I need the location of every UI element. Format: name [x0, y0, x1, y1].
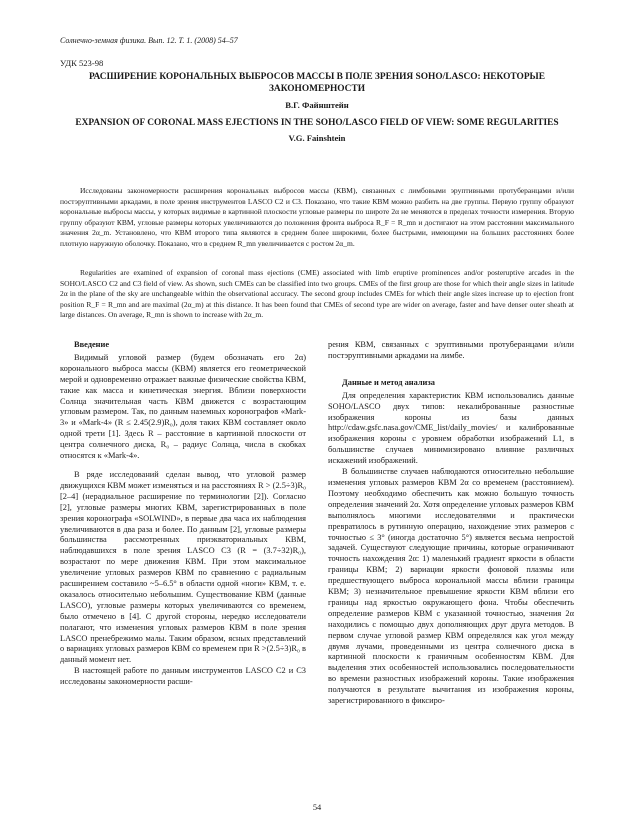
author-english: V.G. Fainshtein: [288, 133, 346, 144]
author-russian: В.Г. Файнштейн: [285, 99, 349, 110]
title-english: EXPANSION OF CORONAL MASS EJECTIONS IN THE SOHO/LASCO FIELD OF VIEW: SOME REGULARITIES: [75, 117, 559, 128]
right-column: [328, 340, 574, 707]
abstract-english: Regularities are examined of expansion of coronal mass ejections (CME) associated with limb eruptive prominences and/or posteruptive arcades in the SOHO/LASCO C2 and C3 field of view. As shown, such CMEs can be classified into two groups. CMEs of the first group are those for which their angle sizes in latitude 2α in the plane of the sky are unchangeable within the observational accuracy. The second group includes CMEs for which their angle sizes increase up to ejection front position R_F = R_mn and are maximal (2α_m) at this distance. It has been found that CMEs of second type are wider on average, faster and have denser outer sheath at large distances. On average, R_mn is shown to increase with 2α_m.: [60, 268, 574, 320]
paper-page: [60, 0, 574, 820]
udc-code: УДК 523-98: [60, 58, 104, 68]
page-number: 54: [312, 803, 322, 812]
title-russian: РАСШИРЕНИЕ КОРОНАЛЬНЫХ ВЫБРОСОВ МАССЫ В ПОЛЕ ЗРЕНИЯ SOHO/LASCO: НЕКОТОРЫЕ ЗАКОНОМЕРНОСТИ: [88, 72, 546, 94]
section-heading-introduction: Введение: [74, 340, 110, 349]
title-block: [60, 72, 574, 143]
abstract-russian: Исследованы закономерности расширения корональных выбросов массы (КВМ), связанных с лимбовыми эруптивными протуберанцами и/или постэруптивными аркадами, в поле зрения инструментов LASCO C2 и C3. Показано, что такие КВМ можно разбить на две группы. Первую группу образуют корональные выбросы массы, у которых видимые в картинной плоскости угловые размеры по широте 2α не меняются в пределах точности измерения. Вторую группу образуют КВМ, угловые размеры которых увеличиваются до положения фронта выброса R_F = R_mn и достигают на этом расстоянии максимального значения 2α_m. Установлено, что КВМ второго типа являются в среднем более широкими, более быстрыми, имеющими на больших расстояниях более плотную наружную оболочку. Показано, что в среднем R_mn увеличивается с ростом 2α_m.: [60, 186, 574, 248]
paragraph: Видимый угловой размер (будем обозначать его 2α) коронального выброса массы (КВМ) является его геометрической мерой и одновременно отражает важные физические свойства КВМ, такие как масса и кинетическая энергия. Вблизи поверхности Солнца значительная часть КВМ движется с возрастающим угловым размером. Так, по данным наземных коронографов «Mark-3» и «Mark-4» (R ≤ 2.45(2.9)R₀), доля таких КВМ составляет около одной трети [1]. Здесь R – расстояние в картинной плоскости от центра солнечного диска, R₀ – радиус Солнца, числа в скобках относятся к «Mark-4».: [60, 352, 306, 461]
paragraph: Для определения характеристик КВМ использовались данные SOHO/LASCO двух типов: некалиброванные разностные изображения короны из базы данных http://cdaw.gsfc.nasa.gov/CME_list/daily_movies/ и калиброванные изображения короны с уровнем обработки изображений L1, в большинстве случаев минимизировано влияние различных искажений изображений.: [328, 390, 574, 466]
left-column: [60, 340, 306, 688]
paragraph: В настоящей работе по данным инструментов LASCO C2 и C3 исследованы закономерности расши-: [60, 666, 306, 687]
journal-header: Солнечно-земная физика. Вып. 12. Т. 1. (2008) 54–57: [60, 36, 238, 45]
section-heading-data-method: Данные и метод анализа: [342, 377, 435, 387]
paragraph-continuation: рения КВМ, связанных с эруптивными протуберанцами и/или постэруптивными аркадами на лимбе.: [328, 340, 574, 360]
paragraph: В большинстве случаев наблюдаются относительно небольшие изменения угловых размеров КВМ 2α со временем (расстоянием). Поэтому необходимо обеспечить как можно большую точность определения значений 2α. Хотя определение угловых размеров КВМ выполнялось многими исследователями и практически превратилось в рутинную операцию, нахождение этих размеров с точностью ≤ 3° (иногда достаточно 5°) является весьма непростой задачей. Существуют следующие причины, которые ограничивают точность нахождения 2α: 1) маленький градиент яркости в области границы КВМ; 2) вариации яркости фоновой плазмы или предшествующего выброса корональной массы вблизи границы КВМ; 3) незначительное превышение яркости КВМ вблизи его границы над яркостью окружающего фона. Чтобы обеспечить определение размеров КВМ с указанной точностью, значения 2α находились с помощью двух дополняющих друг друга методов. В первом случае угловой размер КВМ определялся как угол между двумя лучами, проведенными из центра солнечного диска в картинной плоскости к граничным особенностям КВМ. Для выделения этих особенностей использовались последовательности во времени разностных изображений короны. Такие изображения получаются в результате вычитания из изображения короны, зарегистрированного в фиксиро-: [328, 467, 574, 706]
paragraph: В ряде исследований сделан вывод, что угловой размер движущихся КВМ может изменяться и на расстояниях R > (2.5÷3)R₀ [2–4] (нерадиальное расширение по терминологии [2]). Согласно [2], угловые размеры многих КВМ, зарегистрированных в поле зрения коронографа «SOLWIND», в первые два часа их наблюдения увеличиваются в два раза и более. По данным [2], угловые размеры большинства рассмотренных приэкваториальных КВМ, наблюдавшихся в поле зрения LASCO C3 (R = (3.7÷32)R₀), возрастают по мере движения КВМ. При этом максимальное увеличение угловых размеров КВМ по сравнению с радиальным расширением составило ~5–6.5° в области одной «ноги» КВМ, т. е. оказалось относительно небольшим. Существование КВМ (данные LASCO), угловые размеры которых увеличиваются со временем, было отмечено в [4]. С другой стороны, нередко исследователи полагают, что изменения угловых размеров КВМ в поле зрения LASCO пренебрежимо малы. Таким образом, ясных представлений о вариациях угловых размеров КВМ со временем при R >(2.5÷3)R₀ в данный момент нет.: [60, 469, 306, 665]
